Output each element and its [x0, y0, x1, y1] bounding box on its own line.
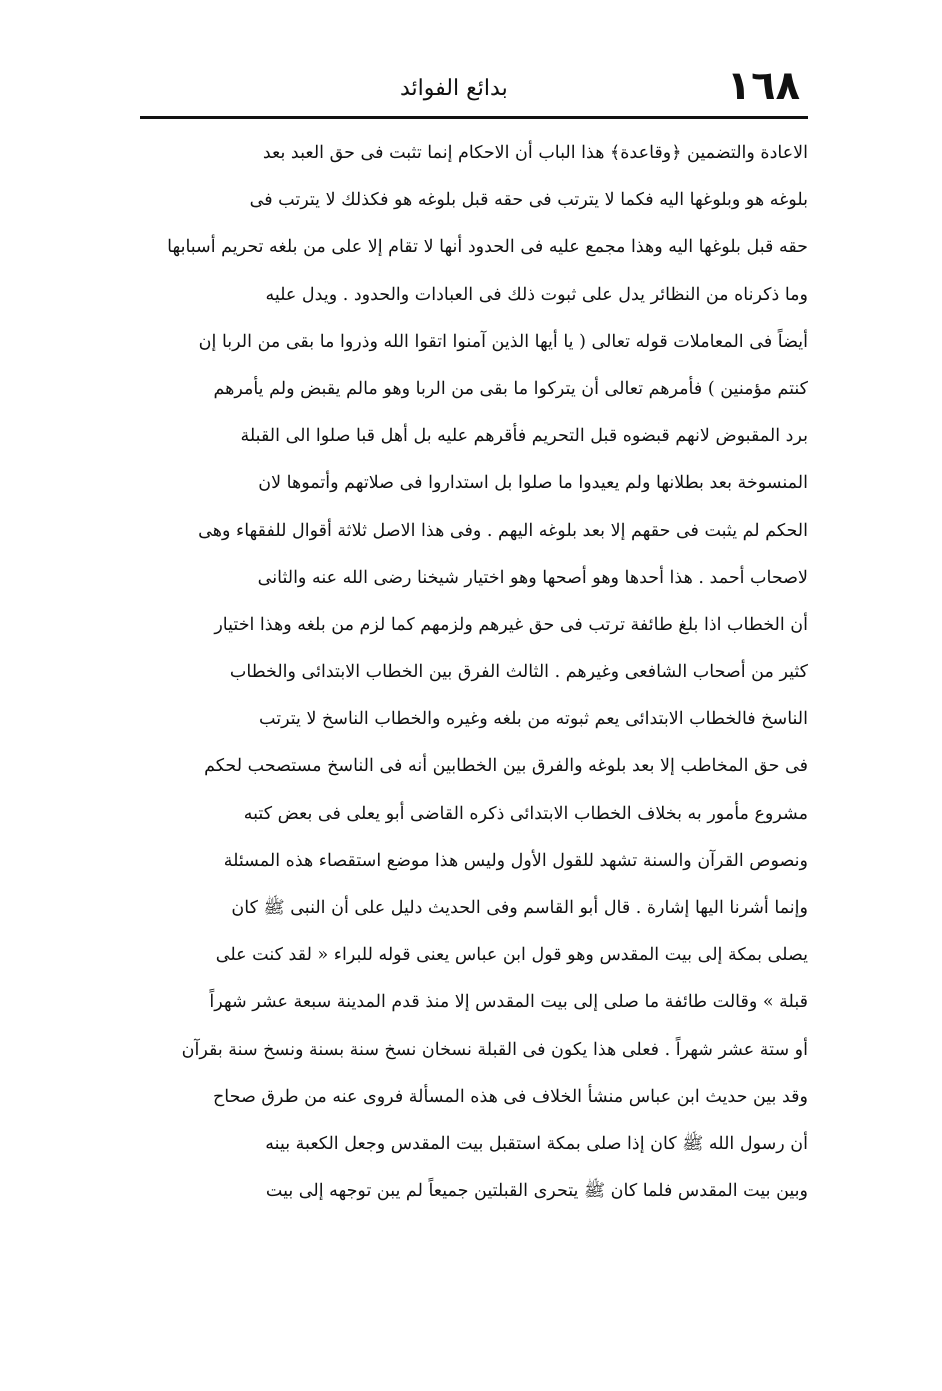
text-line: أن الخطاب اذا بلغ طائفة ترتب فى حق غيرهم ولزمهم كما لزم من بلغه وهذا اختيار — [214, 614, 808, 635]
text-line: أو ستة عشر شهراً . فعلى هذا يكون فى القبلة نسخان نسخ سنة بسنة ونسخ سنة بقرآن — [181, 1039, 808, 1060]
page-number: ١٦٨ — [726, 63, 800, 109]
text-line: بلوغه هو وبلوغها اليه فكما لا يترتب فى حقه قبل بلوغه هو فكذلك لا يترتب فى — [249, 190, 808, 211]
text-line: أن رسول الله ﷺ كان إذا صلى بمكة استقبل بيت المقدس وجعل الكعبة بينه — [265, 1133, 808, 1154]
text-line: يصلى بمكة إلى بيت المقدس وهو قول ابن عباس يعنى قوله للبراء « لقد كنت على — [215, 945, 808, 966]
text-line: وإنما أشرنا اليها إشارة . قال أبو القاسم وفى الحديث دليل على أن النبى ﷺ كان — [231, 898, 808, 918]
running-title: بدائع الفوائد — [400, 76, 508, 101]
text-line: فى حق المخاطب إلا بعد بلوغه والفرق بين الخطابين أنه فى الناسخ مستصحب لحكم — [204, 756, 808, 777]
text-line: الحكم لم يثبت فى حقهم إلا بعد بلوغه اليهم . وفى هذا الاصل ثلاثة أقوال للفقهاء وهى — [198, 520, 808, 541]
text-line: أيضاً فى المعاملات قوله تعالى ( يا أيها الذين آمنوا اتقوا الله وذروا ما بقى من الربا إن — [198, 331, 808, 352]
text-line: كنتم مؤمنين ) فأمرهم تعالى أن يتركوا ما بقى من الربا وهو مالم يقبض ولم يأمرهم — [213, 378, 808, 399]
text-line: كثير من أصحاب الشافعى وغيرهم . الثالث الفرق بين الخطاب الابتدائى والخطاب — [229, 662, 808, 683]
text-line: وقد بين حديث ابن عباس منشأ الخلاف فى هذه المسألة فروى عنه من طرق صحاح — [213, 1086, 808, 1107]
text-line: قبلة » وقالت طائفة ما صلى إلى بيت المقدس إلا منذ قدم المدينة سبعة عشر شهراً — [209, 992, 808, 1013]
text-line: الناسخ فالخطاب الابتدائى يعم ثبوته من بلغه وغيره والخطاب الناسخ لا يترتب — [259, 709, 808, 730]
body-text — [134, 130, 808, 1215]
text-line: مشروع مأمور به بخلاف الخطاب الابتدائى ذكره القاضى أبو يعلى فى بعض كتبه — [243, 803, 808, 824]
text-line: وبين بيت المقدس فلما كان ﷺ يتحرى القبلتين جميعاً لم يبن توجهه إلى بيت — [265, 1181, 808, 1202]
text-line: الاعادة والتضمين ﴿وقاعدة﴾ هذا الباب أن الاحكام إنما تثبت فى حق العبد بعد — [262, 143, 808, 163]
text-line: ونصوص القرآن والسنة تشهد للقول الأول وليس هذا موضع استقصاء هذه المسئلة — [223, 850, 808, 871]
header-rule — [140, 116, 808, 119]
text-line: لاصحاب أحمد . هذا أحدها وهو أصحها وهو اختيار شيخنا رضى الله عنه والثانى — [257, 567, 808, 588]
page-header — [140, 62, 808, 114]
text-line: برد المقبوض لانهم قبضوه قبل التحريم فأقرهم عليه بل أهل قبا صلوا الى القبلة — [240, 426, 808, 447]
text-line: حقه قبل بلوغها اليه وهذا مجمع عليه فى الحدود أنها لا تقام إلا على من بلغه تحريم أسبابها — [167, 237, 808, 258]
text-line: وما ذكرناه من النظائر يدل على ثبوت ذلك فى العبادات والحدود . ويدل عليه — [265, 284, 808, 305]
text-line: المنسوخة بعد بطلانها ولم يعيدوا ما صلوا بل استداروا فى صلاتهم وأتموها لان — [258, 473, 808, 494]
